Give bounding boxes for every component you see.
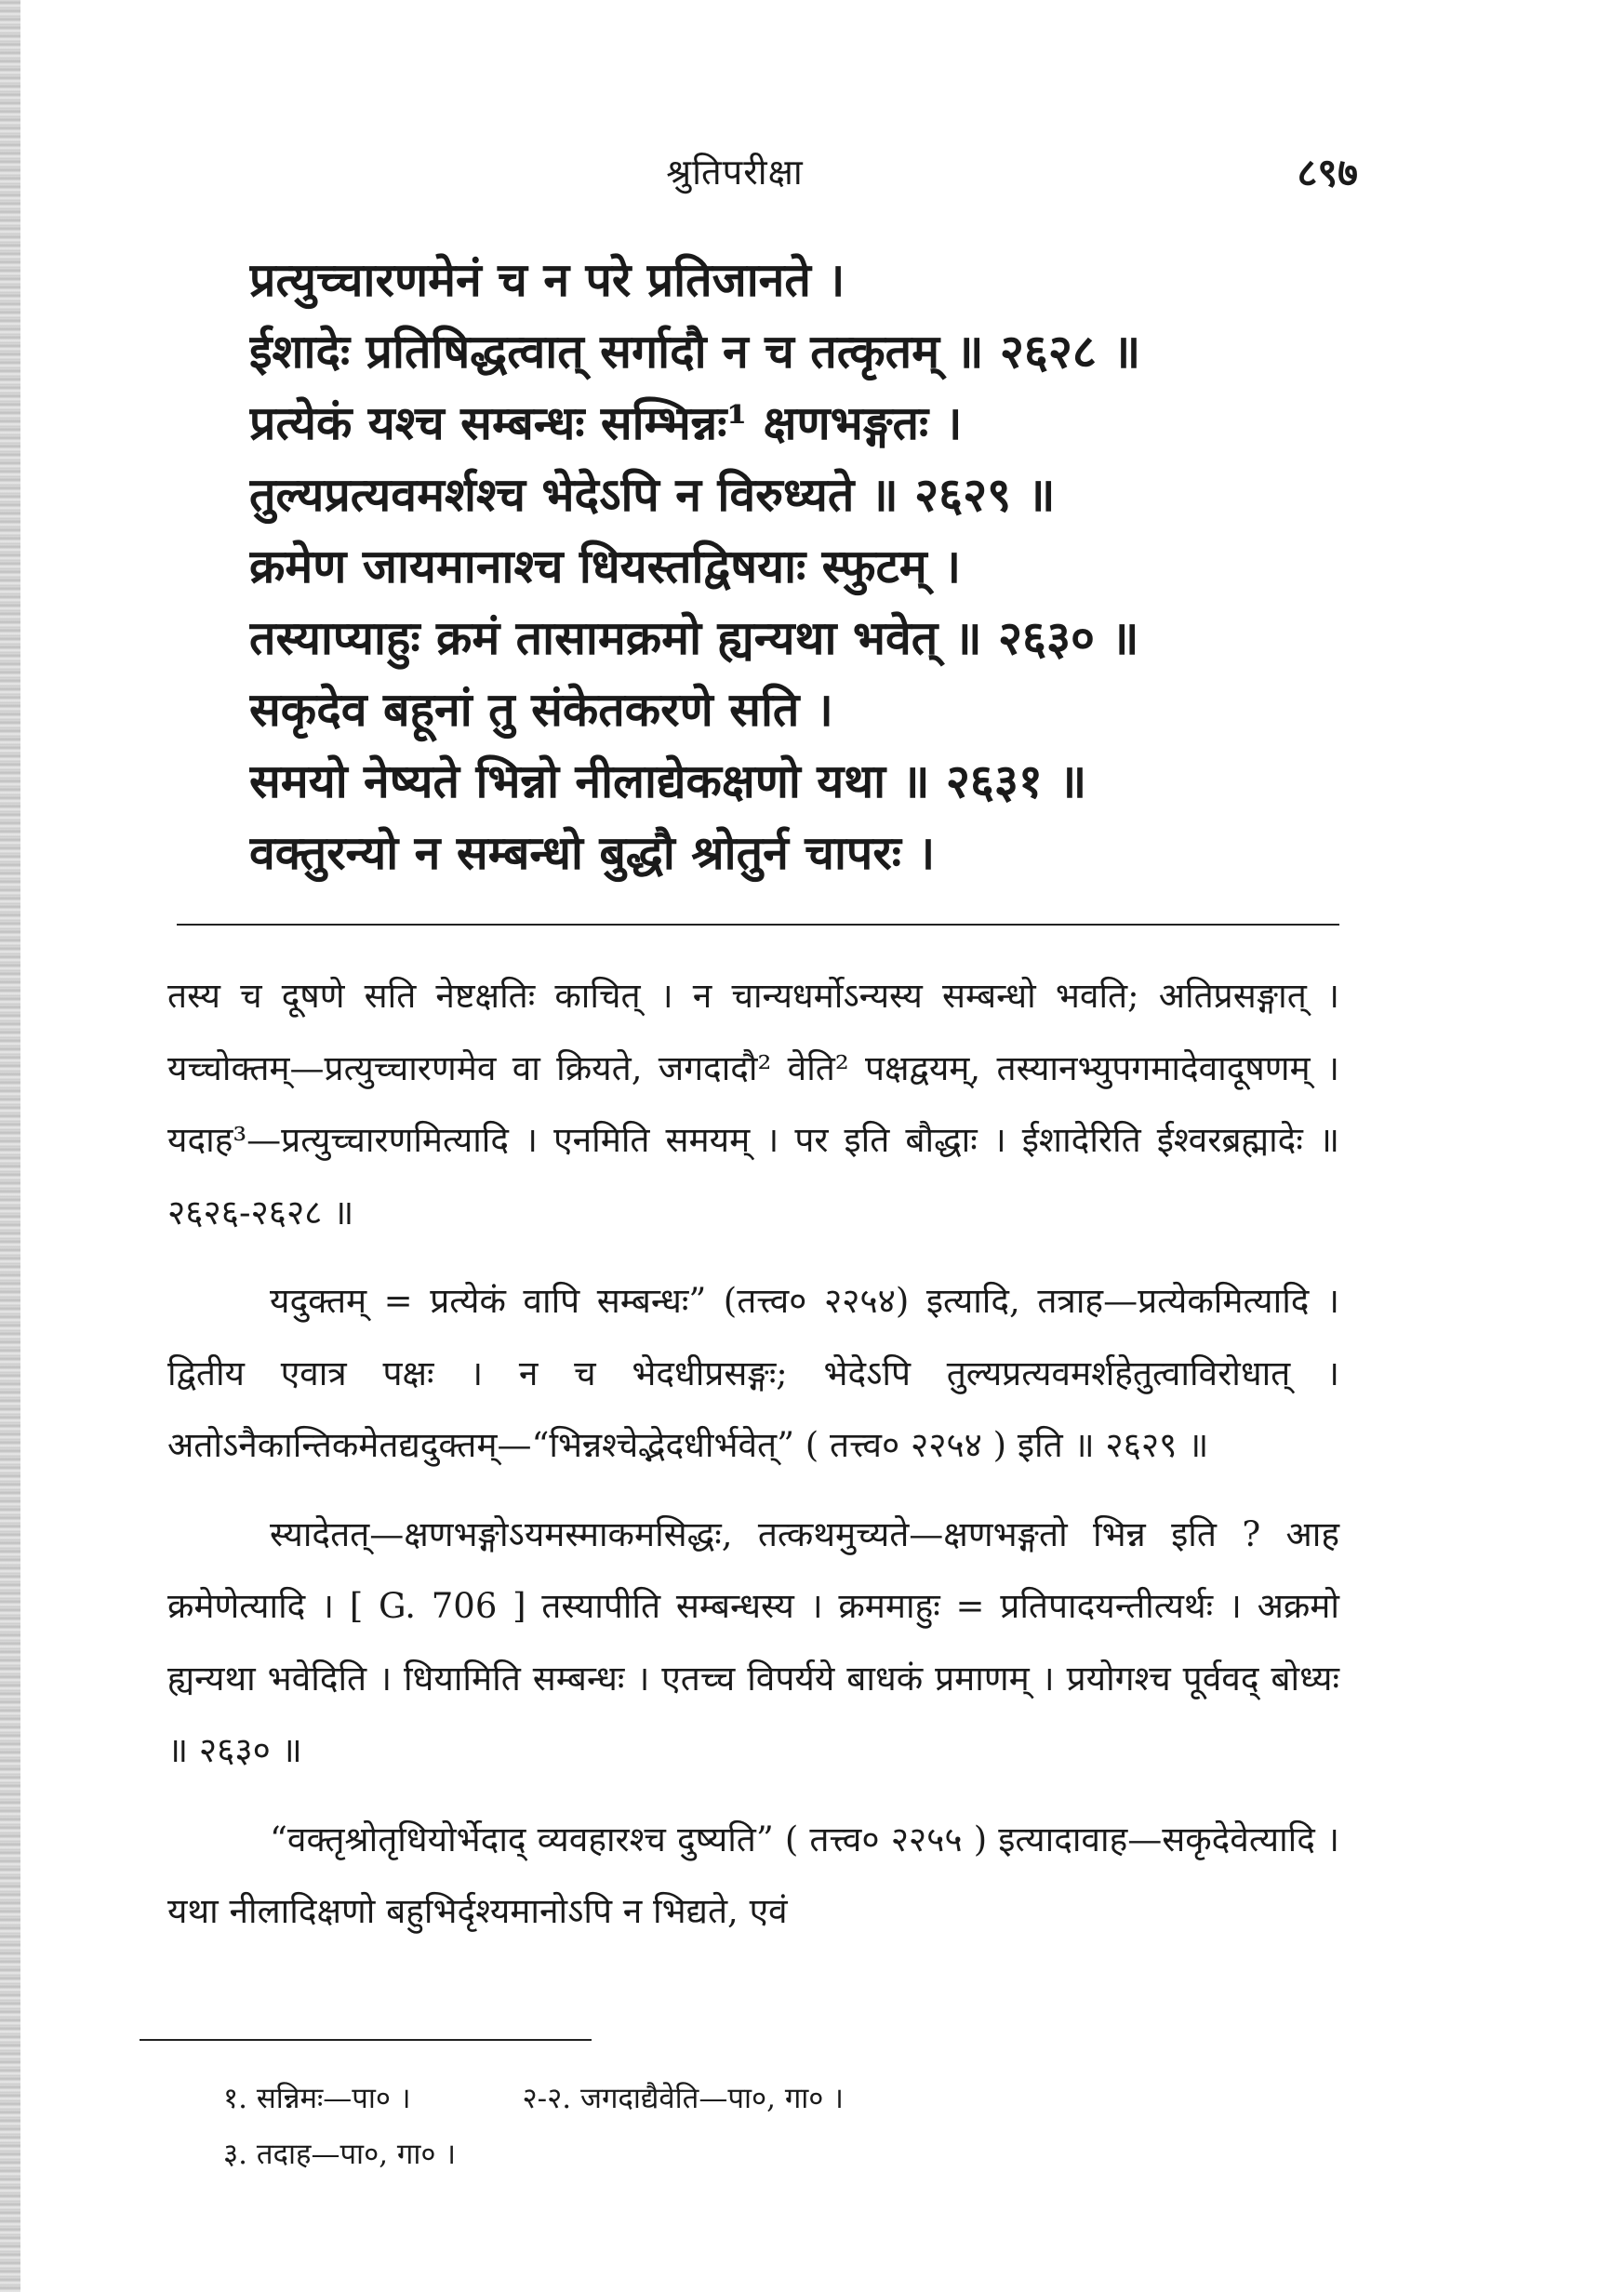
verse-line: वक्तुरन्यो न सम्बन्धो बुद्धौ श्रोतुर्न चापरः ।: [249, 825, 936, 880]
footnote-divider: [140, 2039, 592, 2041]
commentary-paragraph: “वक्तृश्रोतृधियोर्भेदाद् व्यवहारश्च दुष्यति” ( तत्त्व० २२५५ ) इत्यादावाह—सकृदेवेत्यादि । यथा नीलादिक्षणो बहुभिर्दृश्यमानोऽपि न भिद्यते, एवं: [167, 1819, 1339, 1931]
verse-line: क्रमेण जायमानाश्च धियस्तद्विषयाः स्फुटम् ।: [249, 539, 962, 593]
commentary-paragraph: यदुक्तम् = प्रत्येकं वापि सम्बन्धः” (तत्त्व० २२५४) इत्यादि, तत्राह—प्रत्येकमित्यादि । द्वितीय एवात्र पक्षः । न च भेदधीप्रसङ्गः; भेदेऽपि तुल्यप्रत्यवमर्शहेतुत्वाविरोधात् । अतोऽनैकान्तिकमेतद्यदुक्तम्—“भिन्नश्चेद्भेदधीर्भवेत्” ( तत्त्व० २२५४ ) इति ॥ २६२९ ॥: [167, 1281, 1339, 1465]
footnote-2: २-२. जगदाद्यैवेति—पा०, गा० ।: [522, 2082, 845, 2115]
footnote-3: ३. तदाह—पा०, गा० ।: [223, 2138, 457, 2171]
verse-line: समयो नेष्यते भिन्नो नीलाद्येकक्षणो यथा ॥ २६३१ ॥: [249, 753, 1087, 808]
verse-line: प्रत्युच्चारणमेनं च न परे प्रतिजानते ।: [249, 252, 845, 307]
verse-line: ईशादेः प्रतिषिद्धत्वात् सर्गादौ न च तत्कृतम् ॥ २६२८ ॥: [249, 324, 1141, 379]
verse-line: तस्याप्याहुः क्रमं तासामक्रमो ह्यन्यथा भवेत् ॥ २६३० ॥: [249, 610, 1139, 665]
footnote-row: [223, 2126, 1293, 2182]
footnotes: [223, 2071, 1293, 2182]
binding-edge: [0, 0, 20, 2292]
running-title: श्रुतिपरीक्षा: [666, 152, 804, 193]
verse-commentary-divider: [177, 924, 1339, 926]
verse-line: तुल्यप्रत्यवमर्शश्च भेदेऽपि न विरुध्यते ॥ २६२९ ॥: [249, 467, 1056, 522]
verse-block: [249, 244, 1338, 888]
verse-line: सकृदेव बहूनां तु संकेतकरणे सति ।: [249, 682, 833, 737]
page-number: ८९७: [1297, 150, 1358, 195]
commentary-block: [167, 960, 1339, 1965]
footnote-row: [223, 2071, 1293, 2126]
commentary-paragraph: तस्य च दूषणे सति नेष्टक्षतिः काचित् । न चान्यधर्मोऽन्यस्य सम्बन्धो भवति; अतिप्रसङ्गात् । यच्चोक्तम्—प्रत्युच्चारणमेव वा क्रियते, जगदादौ² वेति² पक्षद्वयम्, तस्यानभ्युपगमादेवादूषणम् । यदाह³—प्रत्युच्चारणमित्यादि । एनमिति समयम् । पर इति बौद्धाः । ईशादेरिति ईश्वरब्रह्मादेः ॥ २६२६-२६२८ ॥: [167, 976, 1339, 1233]
verse-line: प्रत्येकं यश्च सम्बन्धः सम्भिन्नः¹ क्षणभङ्गतः ।: [249, 395, 963, 450]
page-header: [0, 130, 1624, 205]
footnote-1: १. सन्निमः—पा० ।: [223, 2082, 411, 2115]
commentary-paragraph: स्यादेतत्—क्षणभङ्गोऽयमस्माकमसिद्धः, तत्कथमुच्यते—क्षणभङ्गतो भिन्न इति ? आह क्रमेणेत्यादि । [ G. 706 ] तस्यापीति सम्बन्धस्य । क्रममाहुः = प्रतिपादयन्तीत्यर्थः । अक्रमो ह्यन्यथा भवेदिति । धियामिति सम्बन्धः । एतच्च विपर्यये बाधकं प्रमाणम् । प्रयोगश्च पूर्ववद् बोध्यः ॥ २६३० ॥: [167, 1513, 1339, 1770]
